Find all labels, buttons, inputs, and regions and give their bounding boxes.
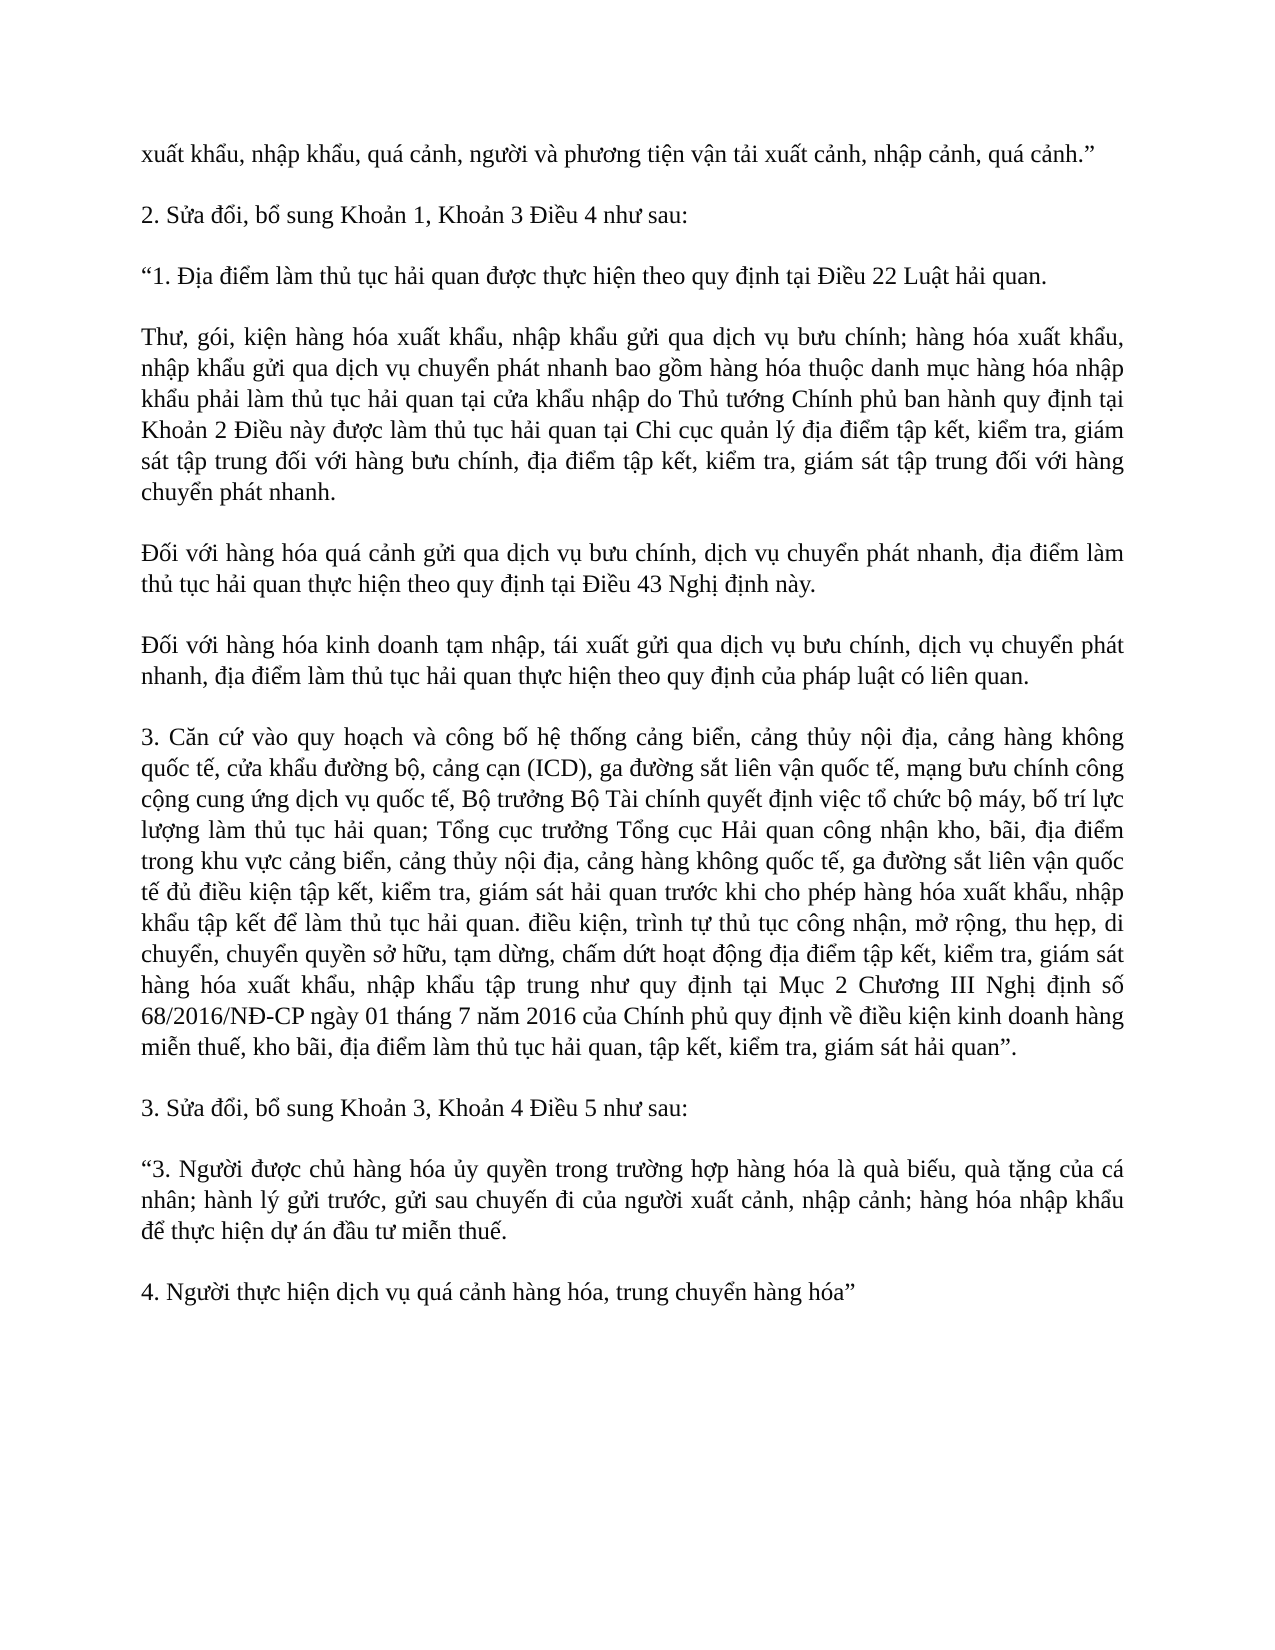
paragraph-quoted-item-1: “1. Địa điểm làm thủ tục hải quan được thực hiện theo quy định tại Điều 22 Luật hải quan. [141,263,1048,290]
paragraph-item-3-planning: 3. Căn cứ vào quy hoạch và công bố hệ thống cảng biển, cảng thủy nội địa, cảng hàng không quốc tế, cửa khẩu đường bộ, cảng cạn (ICD), ga đường sắt liên vận quốc tế, mạng bưu chính công cộng cung ứng dịch vụ quốc tế, Bộ trưởng Bộ Tài chính quyết định việc tổ chức bộ máy, bố trí lực lượng làm thủ tục hải quan; Tổng cục trưởng Tổng cục Hải quan công nhận kho, bãi, địa điểm trong khu vực cảng biển, cảng thủy nội địa, cảng hàng không quốc tế, ga đường sắt liên vận quốc tế đủ điều kiện tập kết, kiểm tra, giám sát hải quan trước khi cho phép hàng hóa xuất khẩu, nhập khẩu tập kết để làm thủ tục hải quan. điều kiện, trình tự thủ tục công nhận, mở rộng, thu hẹp, di chuyển, chuyển quyền sở hữu, tạm dừng, chấm dứt hoạt động địa điểm tập kết, kiểm tra, giám sát hàng hóa xuất khẩu, nhập khẩu tập trung như quy định tại Mục 2 Chương III Nghị định số 68/2016/NĐ-CP ngày 01 tháng 7 năm 2016 của Chính phủ quy định về điều kiện kinh doanh hàng miễn thuế, kho bãi, địa điểm làm thủ tục hải quan, tập kết, kiểm tra, giám sát hải quan”. [141,724,1124,1061]
paragraph-transit-goods: Đối với hàng hóa quá cảnh gửi qua dịch vụ bưu chính, dịch vụ chuyển phát nhanh, địa điểm làm thủ tục hải quan thực hiện theo quy định tại Điều 43 Nghị định này. [141,540,1124,598]
paragraph-quoted-item-3: “3. Người được chủ hàng hóa ủy quyền trong trường hợp hàng hóa là quà biếu, quà tặng của cá nhân; hành lý gửi trước, gửi sau chuyến đi của người xuất cảnh, nhập cảnh; hàng hóa nhập khẩu để thực hiện dự án đầu tư miễn thuế. [141,1156,1124,1245]
paragraph-temporary-import: Đối với hàng hóa kinh doanh tạm nhập, tái xuất gửi qua dịch vụ bưu chính, dịch vụ chuyển phát nhanh, địa điểm làm thủ tục hải quan thực hiện theo quy định của pháp luật có liên quan. [141,632,1124,690]
document-body-text [141,139,1124,1308]
paragraph-continuation: xuất khẩu, nhập khẩu, quá cảnh, người và phương tiện vận tải xuất cảnh, nhập cảnh, quá cảnh.” [141,141,1095,168]
paragraph-item-4: 4. Người thực hiện dịch vụ quá cảnh hàng hóa, trung chuyển hàng hóa” [141,1279,856,1306]
paragraph-postal-goods: Thư, gói, kiện hàng hóa xuất khẩu, nhập khẩu gửi qua dịch vụ bưu chính; hàng hóa xuất khẩu, nhập khẩu gửi qua dịch vụ chuyển phát nhanh bao gồm hàng hóa thuộc danh mục hàng hóa nhập khẩu phải làm thủ tục hải quan tại cửa khẩu nhập do Thủ tướng Chính phủ ban hành quy định tại Khoản 2 Điều này được làm thủ tục hải quan tại Chi cục quản lý địa điểm tập kết, kiểm tra, giám sát tập trung đối với hàng bưu chính, địa điểm tập kết, kiểm tra, giám sát tập trung đối với hàng chuyển phát nhanh. [141,324,1124,506]
paragraph-clause-2-heading: 2. Sửa đổi, bổ sung Khoản 1, Khoản 3 Điều 4 như sau: [141,202,689,229]
paragraph-clause-3-heading: 3. Sửa đổi, bổ sung Khoản 3, Khoản 4 Điều 5 như sau: [141,1095,689,1122]
